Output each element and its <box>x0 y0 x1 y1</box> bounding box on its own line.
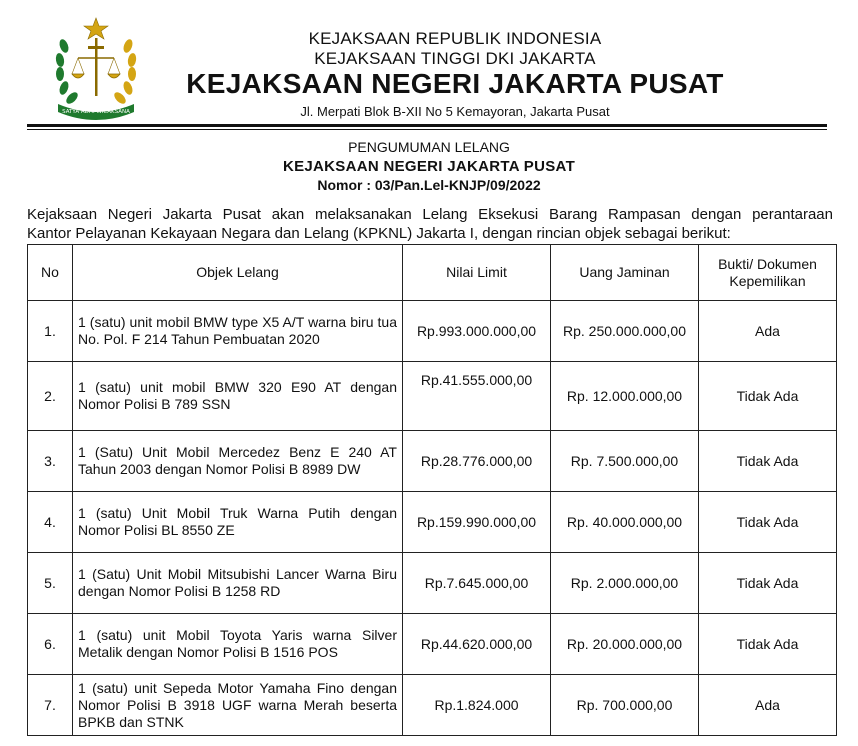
cell-objek: 1 (satu) unit mobil BMW type X5 A/T warna biru tua No. Pol. F 214 Tahun Pembuatan 2020 <box>73 301 403 362</box>
header-nilai-limit: Nilai Limit <box>403 245 551 301</box>
cell-bukti: Tidak Ada <box>699 492 837 553</box>
cell-no: 2. <box>28 362 73 431</box>
cell-objek: 1 (satu) unit Sepeda Motor Yamaha Fino dengan Nomor Polisi B 3918 UGF warna Merah beserta BPKB dan STNK <box>73 675 403 736</box>
header-title: KEJAKSAAN NEGERI JAKARTA PUSAT <box>186 68 724 99</box>
cell-bukti: Ada <box>699 301 837 362</box>
cell-objek: 1 (satu) Unit Mobil Truk Warna Putih dengan Nomor Polisi BL 8550 ZE <box>73 492 403 553</box>
cell-no: 5. <box>28 553 73 614</box>
cell-nilai-limit: Rp.44.620.000,00 <box>403 614 551 675</box>
intro-line-1: Kejaksaan Negeri Jakarta Pusat akan melaksanakan Lelang Eksekusi Barang Rampasan dengan perantaraan <box>27 206 833 223</box>
cell-no: 6. <box>28 614 73 675</box>
cell-nilai-limit: Rp.41.555.000,00 <box>403 362 551 431</box>
cell-nilai-limit: Rp.159.990.000,00 <box>403 492 551 553</box>
table-row <box>28 492 837 553</box>
cell-bukti: Tidak Ada <box>699 614 837 675</box>
cell-bukti: Ada <box>699 675 837 736</box>
cell-no: 4. <box>28 492 73 553</box>
table-row <box>28 553 837 614</box>
header-address: Jl. Merpati Blok B-XII No 5 Kemayoran, Jakarta Pusat <box>300 104 610 119</box>
announcement-institution: KEJAKSAAN NEGERI JAKARTA PUSAT <box>282 158 576 175</box>
cell-bukti: Tidak Ada <box>699 553 837 614</box>
cell-uang-jaminan: Rp. 250.000.000,00 <box>551 301 699 362</box>
cell-uang-jaminan: Rp. 2.000.000,00 <box>551 553 699 614</box>
table-row <box>28 675 837 736</box>
announcement-label: PENGUMUMAN LELANG <box>348 139 510 155</box>
header-bukti: Bukti/ Dokumen Kepemilikan <box>699 245 837 301</box>
letterhead-rule-thin <box>27 129 827 130</box>
cell-bukti: Tidak Ada <box>699 362 837 431</box>
announcement-number: Nomor : 03/Pan.Lel-KNJP/09/2022 <box>317 177 541 193</box>
cell-uang-jaminan: Rp. 700.000,00 <box>551 675 699 736</box>
table-row <box>28 614 837 675</box>
cell-uang-jaminan: Rp. 7.500.000,00 <box>551 431 699 492</box>
cell-uang-jaminan: Rp. 40.000.000,00 <box>551 492 699 553</box>
cell-objek: 1 (Satu) Unit Mobil Mercedez Benz E 240 AT Tahun 2003 dengan Nomor Polisi B 8989 DW <box>73 431 403 492</box>
header-line-tinggi: KEJAKSAAN TINGGI DKI JAKARTA <box>314 49 596 68</box>
cell-nilai-limit: Rp.993.000.000,00 <box>403 301 551 362</box>
cell-nilai-limit: Rp.7.645.000,00 <box>403 553 551 614</box>
table-row <box>28 301 837 362</box>
cell-no: 3. <box>28 431 73 492</box>
cell-nilai-limit: Rp.28.776.000,00 <box>403 431 551 492</box>
cell-no: 1. <box>28 301 73 362</box>
cell-objek: 1 (Satu) Unit Mobil Mitsubishi Lancer Warna Biru dengan Nomor Polisi B 1258 RD <box>73 553 403 614</box>
table-header-row <box>28 245 837 301</box>
intro-line-2: Kantor Pelayanan Kekayaan Negara dan Lelang (KPKNL) Jakarta I, dengan rincian objek sebagai berikut: <box>27 225 731 242</box>
kejaksaan-emblem-icon <box>50 16 142 120</box>
header-objek: Objek Lelang <box>73 245 403 301</box>
auction-table <box>27 244 837 736</box>
cell-uang-jaminan: Rp. 12.000.000,00 <box>551 362 699 431</box>
cell-objek: 1 (satu) unit mobil BMW 320 E90 AT dengan Nomor Polisi B 789 SSN <box>73 362 403 431</box>
letterhead-rule-thick <box>27 124 827 127</box>
table-row <box>28 362 837 431</box>
emblem-ribbon-text: SATYA ADHI WICAKSANA <box>62 109 130 115</box>
cell-bukti: Tidak Ada <box>699 431 837 492</box>
header-no: No <box>28 245 73 301</box>
cell-uang-jaminan: Rp. 20.000.000,00 <box>551 614 699 675</box>
cell-objek: 1 (satu) unit Mobil Toyota Yaris warna Silver Metalik dengan Nomor Polisi B 1516 POS <box>73 614 403 675</box>
header-line-republik: KEJAKSAAN REPUBLIK INDONESIA <box>308 29 602 48</box>
cell-no: 7. <box>28 675 73 736</box>
table-row <box>28 431 837 492</box>
letterhead <box>0 0 858 128</box>
cell-nilai-limit: Rp.1.824.000 <box>403 675 551 736</box>
header-uang-jaminan: Uang Jaminan <box>551 245 699 301</box>
